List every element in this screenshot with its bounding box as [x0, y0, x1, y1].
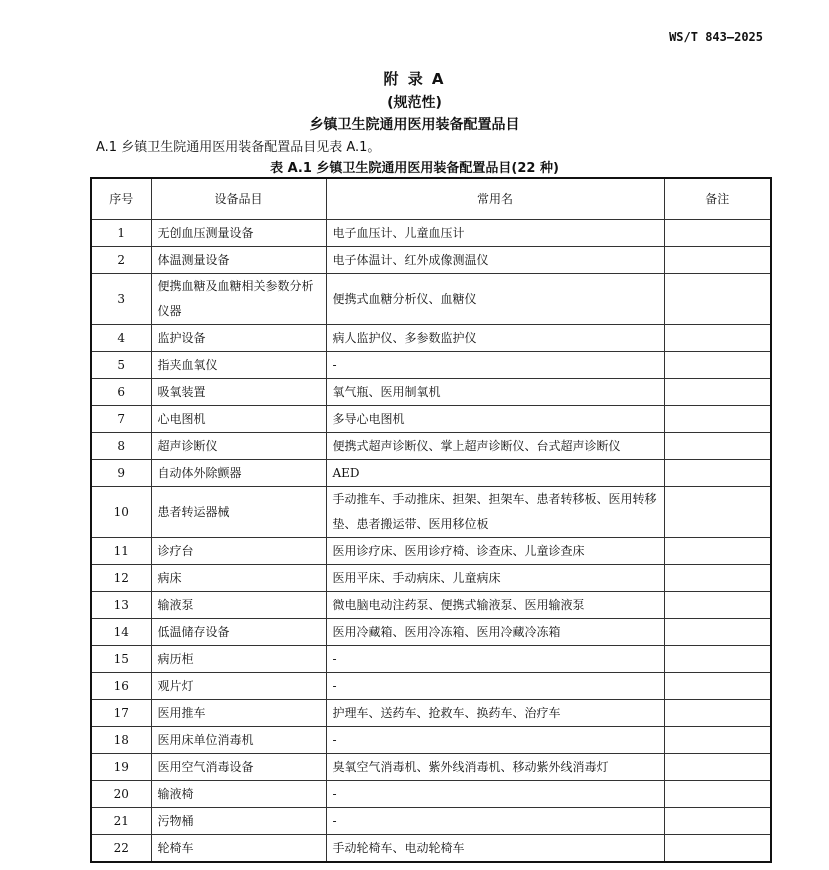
row-equipment-item: 病床 [151, 565, 326, 592]
header-common-names: 常用名 [326, 178, 664, 220]
row-common-names: - [326, 727, 664, 754]
row-number: 21 [91, 808, 151, 835]
table-row [91, 487, 771, 538]
table-row [91, 325, 771, 352]
row-number: 6 [91, 379, 151, 406]
row-remark [664, 538, 771, 565]
row-remark [664, 352, 771, 379]
row-remark [664, 379, 771, 406]
row-remark [664, 646, 771, 673]
row-equipment-item: 观片灯 [151, 673, 326, 700]
row-equipment-item: 无创血压测量设备 [151, 220, 326, 247]
header-item: 设备品目 [151, 178, 326, 220]
row-remark [664, 220, 771, 247]
table-row [91, 565, 771, 592]
table-row [91, 406, 771, 433]
row-common-names: - [326, 673, 664, 700]
row-remark [664, 781, 771, 808]
row-equipment-item: 患者转运器械 [151, 487, 326, 538]
row-common-names: 臭氧空气消毒机、紫外线消毒机、移动紫外线消毒灯 [326, 754, 664, 781]
row-common-names: - [326, 646, 664, 673]
row-equipment-item: 监护设备 [151, 325, 326, 352]
row-number: 14 [91, 619, 151, 646]
table-row [91, 592, 771, 619]
row-number: 13 [91, 592, 151, 619]
table-row [91, 808, 771, 835]
table-row [91, 379, 771, 406]
table-row [91, 619, 771, 646]
row-remark [664, 460, 771, 487]
row-remark [664, 619, 771, 646]
row-common-names: 医用冷藏箱、医用冷冻箱、医用冷藏冷冻箱 [326, 619, 664, 646]
table-row [91, 247, 771, 274]
table-body [91, 220, 771, 863]
row-number: 1 [91, 220, 151, 247]
row-equipment-item: 轮椅车 [151, 835, 326, 863]
document-code: WS/T 843—2025 [669, 30, 763, 44]
row-common-names: 电子体温计、红外成像测温仪 [326, 247, 664, 274]
appendix-title: 附 录 A [383, 70, 446, 88]
row-equipment-item: 医用空气消毒设备 [151, 754, 326, 781]
row-common-names: 护理车、送药车、抢救车、换药车、治疗车 [326, 700, 664, 727]
intro-text: A.1 乡镇卫生院通用医用装备配置品目见表 A.1。 [96, 140, 381, 155]
row-number: 4 [91, 325, 151, 352]
row-common-names: 医用平床、手动病床、儿童病床 [326, 565, 664, 592]
row-equipment-item: 便携血糖及血糖相关参数分析仪器 [151, 274, 326, 325]
row-equipment-item: 污物桶 [151, 808, 326, 835]
row-equipment-item: 指夹血氧仪 [151, 352, 326, 379]
row-remark [664, 247, 771, 274]
row-common-names: 氧气瓶、医用制氧机 [326, 379, 664, 406]
row-remark [664, 727, 771, 754]
row-number: 8 [91, 433, 151, 460]
row-equipment-item: 病历柜 [151, 646, 326, 673]
row-common-names: - [326, 808, 664, 835]
row-common-names: 电子血压计、儿童血压计 [326, 220, 664, 247]
row-equipment-item: 吸氧装置 [151, 379, 326, 406]
header-number: 序号 [91, 178, 151, 220]
equipment-table [90, 177, 772, 863]
row-number: 18 [91, 727, 151, 754]
row-remark [664, 754, 771, 781]
row-equipment-item: 低温储存设备 [151, 619, 326, 646]
table-row [91, 538, 771, 565]
row-number: 5 [91, 352, 151, 379]
row-equipment-item: 输液椅 [151, 781, 326, 808]
row-equipment-item: 自动体外除颤器 [151, 460, 326, 487]
row-remark [664, 406, 771, 433]
row-number: 15 [91, 646, 151, 673]
table-row [91, 274, 771, 325]
row-common-names: 病人监护仪、多参数监护仪 [326, 325, 664, 352]
row-remark [664, 433, 771, 460]
table-row [91, 835, 771, 863]
table-header-row [91, 178, 771, 220]
appendix-heading: 乡镇卫生院通用医用装备配置品目 [309, 117, 520, 133]
row-equipment-item: 医用推车 [151, 700, 326, 727]
row-remark [664, 274, 771, 325]
table-row [91, 754, 771, 781]
row-remark [664, 700, 771, 727]
table-row [91, 433, 771, 460]
row-equipment-item: 医用床单位消毒机 [151, 727, 326, 754]
row-common-names: - [326, 781, 664, 808]
row-common-names: 便携式血糖分析仪、血糖仪 [326, 274, 664, 325]
row-common-names: 微电脑电动注药泵、便携式输液泵、医用输液泵 [326, 592, 664, 619]
row-common-names: 医用诊疗床、医用诊疗椅、诊查床、儿童诊查床 [326, 538, 664, 565]
table-row [91, 700, 771, 727]
row-remark [664, 565, 771, 592]
row-remark [664, 325, 771, 352]
table-row [91, 460, 771, 487]
row-number: 3 [91, 274, 151, 325]
row-number: 11 [91, 538, 151, 565]
row-common-names: 便携式超声诊断仪、掌上超声诊断仪、台式超声诊断仪 [326, 433, 664, 460]
row-number: 2 [91, 247, 151, 274]
row-common-names: 手动推车、手动推床、担架、担架车、患者转移板、医用转移垫、患者搬运带、医用移位板 [326, 487, 664, 538]
row-remark [664, 808, 771, 835]
row-number: 7 [91, 406, 151, 433]
row-remark [664, 487, 771, 538]
row-number: 16 [91, 673, 151, 700]
table-caption: 表 A.1 乡镇卫生院通用医用装备配置品目(22 种) [270, 161, 559, 176]
row-number: 12 [91, 565, 151, 592]
row-number: 10 [91, 487, 151, 538]
row-number: 17 [91, 700, 151, 727]
table-row [91, 781, 771, 808]
row-equipment-item: 输液泵 [151, 592, 326, 619]
row-common-names: AED [326, 460, 664, 487]
row-equipment-item: 心电图机 [151, 406, 326, 433]
table-row [91, 646, 771, 673]
row-number: 9 [91, 460, 151, 487]
row-number: 22 [91, 835, 151, 863]
table-row [91, 727, 771, 754]
table-row [91, 673, 771, 700]
row-remark [664, 835, 771, 863]
appendix-nature: (规范性) [387, 95, 442, 111]
row-common-names: - [326, 352, 664, 379]
row-number: 19 [91, 754, 151, 781]
table-row [91, 352, 771, 379]
row-number: 20 [91, 781, 151, 808]
row-common-names: 手动轮椅车、电动轮椅车 [326, 835, 664, 863]
row-equipment-item: 诊疗台 [151, 538, 326, 565]
table-row [91, 220, 771, 247]
row-equipment-item: 超声诊断仪 [151, 433, 326, 460]
row-common-names: 多导心电图机 [326, 406, 664, 433]
header-remark: 备注 [664, 178, 771, 220]
row-remark [664, 673, 771, 700]
row-remark [664, 592, 771, 619]
row-equipment-item: 体温测量设备 [151, 247, 326, 274]
